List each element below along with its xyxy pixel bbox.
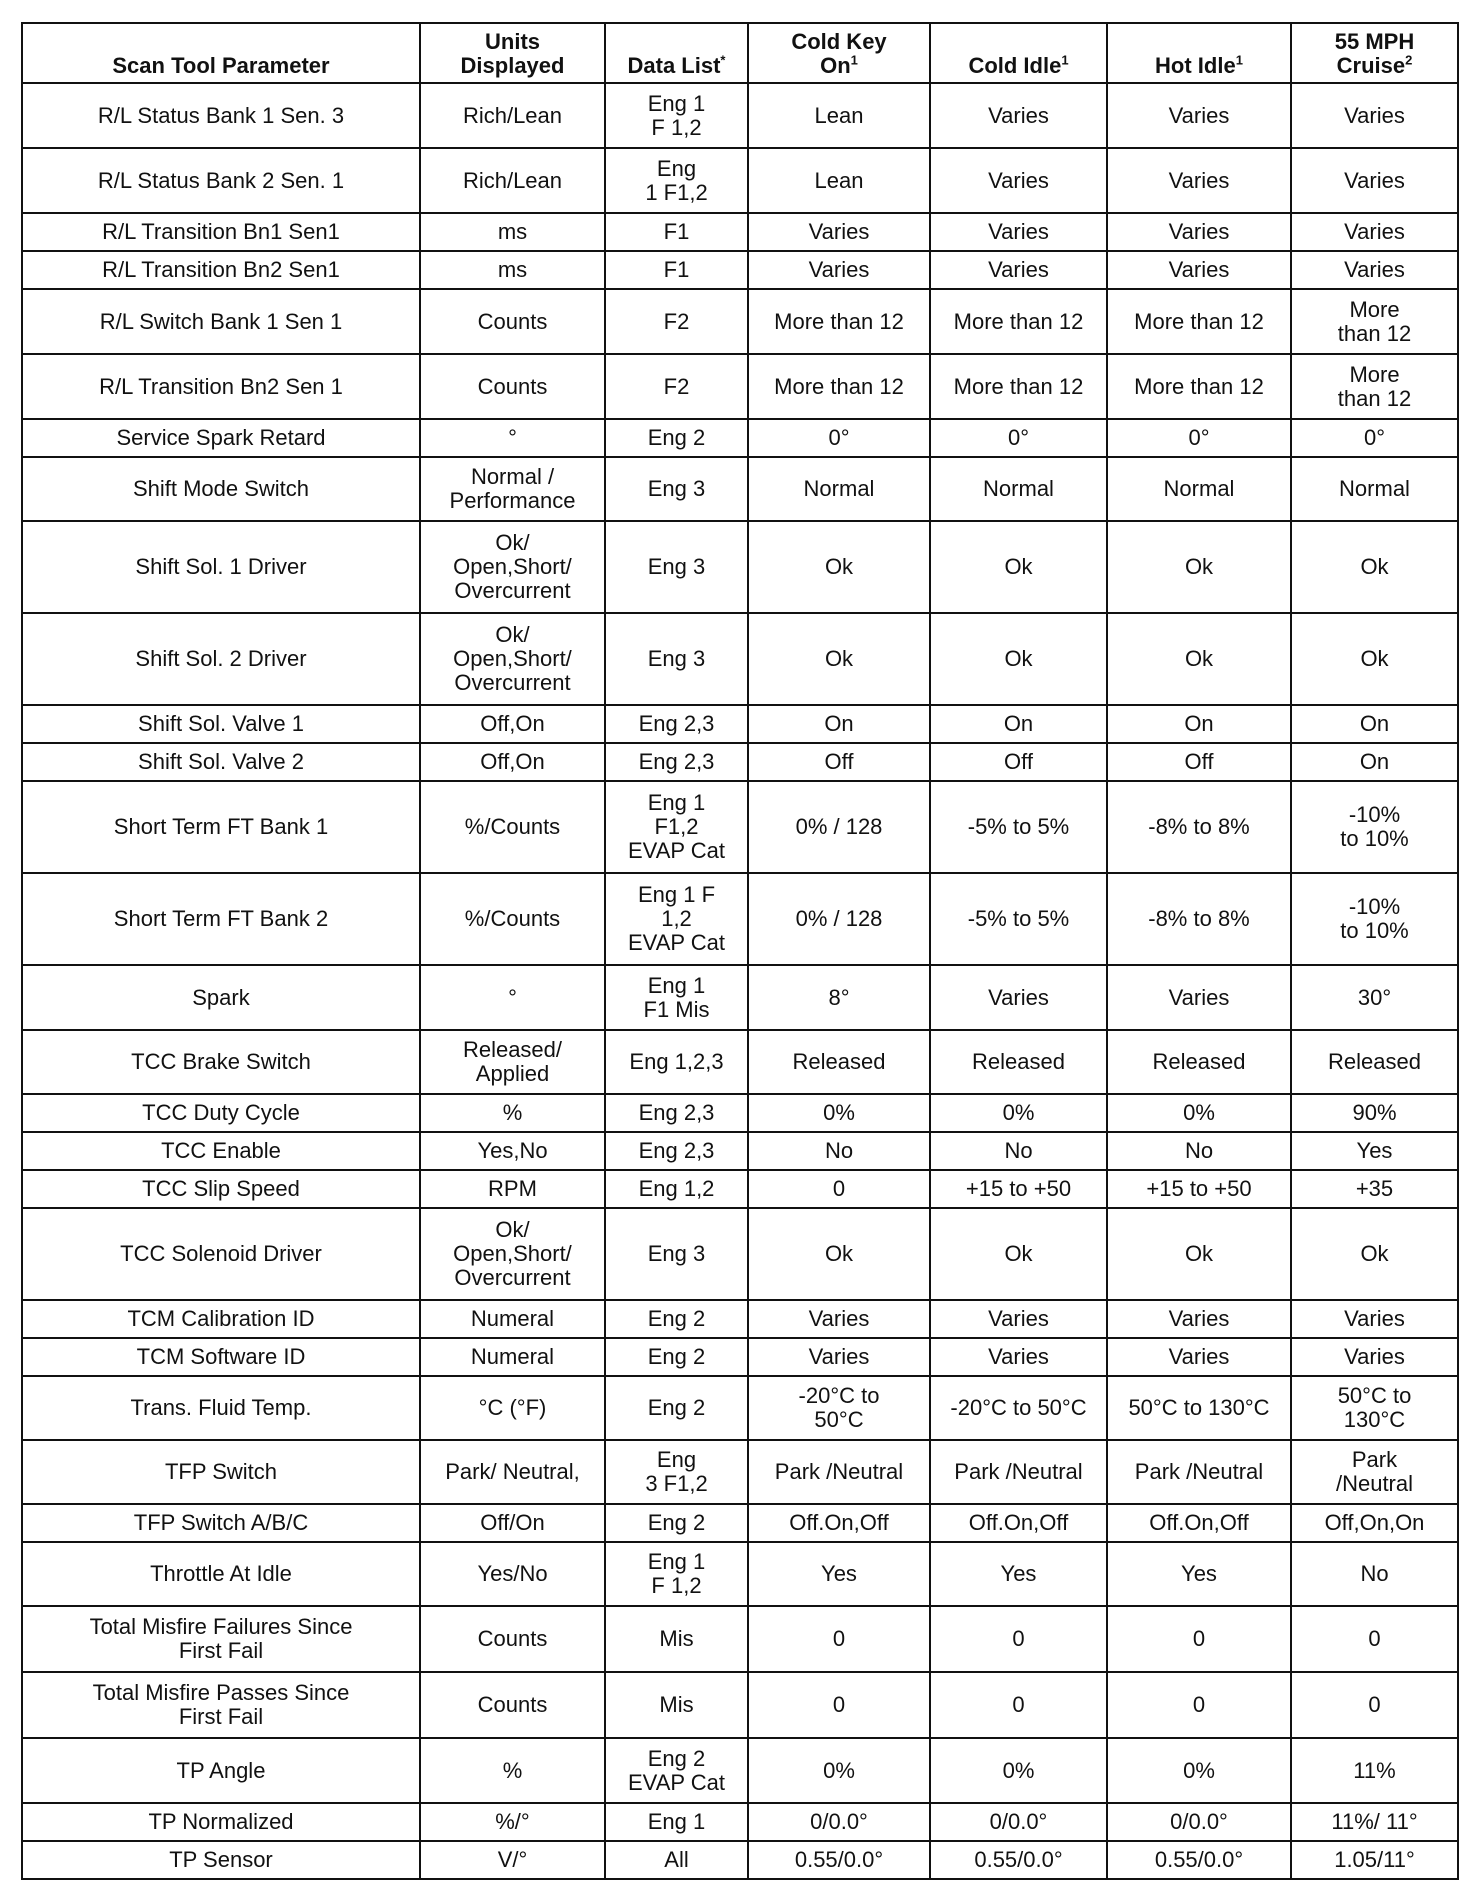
units-cell: %/Counts — [420, 873, 605, 965]
units-cell: RPM — [420, 1170, 605, 1208]
cold-idle-cell: Off — [930, 743, 1107, 781]
cold-key-on-cell: 0/0.0° — [748, 1803, 930, 1841]
cold-key-on-cell: More than 12 — [748, 289, 930, 354]
data-list-cell: Eng 3 — [605, 1208, 748, 1300]
hot-idle-cell: Varies — [1107, 1338, 1291, 1376]
parameter-cell: TCC Slip Speed — [22, 1170, 420, 1208]
data-list-cell: F2 — [605, 354, 748, 419]
cold-key-on-cell: 0° — [748, 419, 930, 457]
cold-idle-cell: More than 12 — [930, 289, 1107, 354]
units-cell: ° — [420, 965, 605, 1030]
data-list-cell: Eng 1 — [605, 1803, 748, 1841]
cold-idle-cell: Ok — [930, 613, 1107, 705]
cold-idle-cell: 0 — [930, 1606, 1107, 1672]
table-row — [22, 1030, 1458, 1094]
table-row — [22, 148, 1458, 213]
data-list-cell: F1 — [605, 251, 748, 289]
cruise-cell: Normal — [1291, 457, 1458, 521]
units-cell: % — [420, 1094, 605, 1132]
units-cell: Yes/No — [420, 1542, 605, 1606]
cold-idle-cell: 0/0.0° — [930, 1803, 1107, 1841]
cold-idle-cell: More than 12 — [930, 354, 1107, 419]
table-row — [22, 251, 1458, 289]
cruise-cell: Ok — [1291, 613, 1458, 705]
units-cell: Released/ Applied — [420, 1030, 605, 1094]
data-list-cell: Eng 1 F1 Mis — [605, 965, 748, 1030]
parameter-cell: TCC Brake Switch — [22, 1030, 420, 1094]
header-55-mph-cruise-label: 55 MPH Cruise — [1334, 29, 1415, 78]
units-cell: % — [420, 1738, 605, 1803]
hot-idle-cell: 0% — [1107, 1094, 1291, 1132]
cold-key-on-cell: -20°C to 50°C — [748, 1376, 930, 1440]
data-list-cell: All — [605, 1841, 748, 1879]
cruise-cell: On — [1291, 743, 1458, 781]
units-cell: Yes,No — [420, 1132, 605, 1170]
header-cold-idle-label: Cold Idle — [968, 53, 1062, 78]
data-list-cell: Eng 2 — [605, 419, 748, 457]
data-list-cell: Eng 1 F 1,2 — [605, 83, 748, 148]
hot-idle-cell: Normal — [1107, 457, 1291, 521]
table-row — [22, 1132, 1458, 1170]
cold-key-on-cell: 0% — [748, 1094, 930, 1132]
table-row — [22, 1504, 1458, 1542]
units-cell: Park/ Neutral, — [420, 1440, 605, 1504]
table-row — [22, 1208, 1458, 1300]
table-row — [22, 613, 1458, 705]
table-row — [22, 781, 1458, 873]
parameter-cell: Service Spark Retard — [22, 419, 420, 457]
parameter-cell: Shift Sol. 1 Driver — [22, 521, 420, 613]
parameter-cell: TCC Enable — [22, 1132, 420, 1170]
cruise-cell: Released — [1291, 1030, 1458, 1094]
cold-key-on-cell: On — [748, 705, 930, 743]
cold-idle-cell: Off.On,Off — [930, 1504, 1107, 1542]
parameter-cell: Total Misfire Failures Since First Fail — [22, 1606, 420, 1672]
scan-tool-data-table — [21, 22, 1459, 1880]
cruise-cell: 1.05/11° — [1291, 1841, 1458, 1879]
cold-idle-cell: 0% — [930, 1738, 1107, 1803]
table-row — [22, 213, 1458, 251]
cruise-cell: 0° — [1291, 419, 1458, 457]
cruise-cell: Ok — [1291, 521, 1458, 613]
cruise-cell: Yes — [1291, 1132, 1458, 1170]
cold-key-on-cell: Lean — [748, 83, 930, 148]
header-cold-key-on — [748, 23, 930, 83]
cold-idle-cell: 0.55/0.0° — [930, 1841, 1107, 1879]
cruise-cell: Varies — [1291, 1338, 1458, 1376]
cold-key-on-cell: Yes — [748, 1542, 930, 1606]
cold-idle-cell: Normal — [930, 457, 1107, 521]
hot-idle-cell: 0% — [1107, 1738, 1291, 1803]
data-list-cell: Eng 2,3 — [605, 705, 748, 743]
table-row — [22, 873, 1458, 965]
table-row — [22, 965, 1458, 1030]
units-cell: Ok/ Open,Short/ Overcurrent — [420, 1208, 605, 1300]
cold-idle-cell: Varies — [930, 148, 1107, 213]
hot-idle-cell: On — [1107, 705, 1291, 743]
cold-key-on-cell: Varies — [748, 1338, 930, 1376]
cold-key-on-cell: Ok — [748, 1208, 930, 1300]
footnote-marker: 1 — [850, 52, 858, 68]
cruise-cell: 50°C to 130°C — [1291, 1376, 1458, 1440]
cold-idle-cell: Varies — [930, 213, 1107, 251]
parameter-cell: TCM Calibration ID — [22, 1300, 420, 1338]
hot-idle-cell: Varies — [1107, 965, 1291, 1030]
cold-idle-cell: Yes — [930, 1542, 1107, 1606]
parameter-cell: Shift Mode Switch — [22, 457, 420, 521]
cruise-cell: 30° — [1291, 965, 1458, 1030]
cold-idle-cell: On — [930, 705, 1107, 743]
units-cell: Ok/ Open,Short/ Overcurrent — [420, 521, 605, 613]
parameter-cell: TP Normalized — [22, 1803, 420, 1841]
cold-key-on-cell: 8° — [748, 965, 930, 1030]
table-row — [22, 1803, 1458, 1841]
header-data-list-label: Data List — [627, 53, 721, 78]
hot-idle-cell: Varies — [1107, 1300, 1291, 1338]
parameter-cell: R/L Transition Bn1 Sen1 — [22, 213, 420, 251]
hot-idle-cell: -8% to 8% — [1107, 873, 1291, 965]
hot-idle-cell: Released — [1107, 1030, 1291, 1094]
parameter-cell: Shift Sol. Valve 2 — [22, 743, 420, 781]
header-cold-key-on-label: Cold Key On — [791, 29, 887, 78]
cold-idle-cell: Released — [930, 1030, 1107, 1094]
table-row — [22, 354, 1458, 419]
data-list-cell: Eng 2 — [605, 1300, 748, 1338]
data-list-cell: Eng 1 F 1,2 EVAP Cat — [605, 873, 748, 965]
units-cell: Counts — [420, 289, 605, 354]
cold-key-on-cell: Varies — [748, 213, 930, 251]
hot-idle-cell: No — [1107, 1132, 1291, 1170]
data-list-cell: Eng 2 EVAP Cat — [605, 1738, 748, 1803]
parameter-cell: Short Term FT Bank 1 — [22, 781, 420, 873]
parameter-cell: TCM Software ID — [22, 1338, 420, 1376]
data-list-cell: Eng 3 — [605, 457, 748, 521]
units-cell: %/Counts — [420, 781, 605, 873]
data-list-cell: Eng 1 F 1,2 — [605, 1542, 748, 1606]
units-cell: °C (°F) — [420, 1376, 605, 1440]
table-body — [22, 83, 1458, 1879]
data-list-cell: Eng 1,2 — [605, 1170, 748, 1208]
table-row — [22, 419, 1458, 457]
table-row — [22, 1338, 1458, 1376]
units-cell: ms — [420, 213, 605, 251]
header-hot-idle-label: Hot Idle — [1155, 53, 1236, 78]
cold-key-on-cell: 0.55/0.0° — [748, 1841, 930, 1879]
header-55-mph-cruise — [1291, 23, 1458, 83]
data-list-cell: Eng 3 — [605, 521, 748, 613]
parameter-cell: TP Sensor — [22, 1841, 420, 1879]
data-list-cell: Eng 3 F1,2 — [605, 1440, 748, 1504]
parameter-cell: R/L Status Bank 2 Sen. 1 — [22, 148, 420, 213]
units-cell: Rich/Lean — [420, 148, 605, 213]
parameter-cell: TCC Duty Cycle — [22, 1094, 420, 1132]
table-row — [22, 1606, 1458, 1672]
hot-idle-cell: +15 to +50 — [1107, 1170, 1291, 1208]
cruise-cell: Off,On,On — [1291, 1504, 1458, 1542]
units-cell: %/° — [420, 1803, 605, 1841]
table-row — [22, 1738, 1458, 1803]
parameter-cell: TCC Solenoid Driver — [22, 1208, 420, 1300]
cold-key-on-cell: Released — [748, 1030, 930, 1094]
table-row — [22, 1841, 1458, 1879]
hot-idle-cell: 0/0.0° — [1107, 1803, 1291, 1841]
hot-idle-cell: Ok — [1107, 613, 1291, 705]
cruise-cell: -10% to 10% — [1291, 873, 1458, 965]
parameter-cell: R/L Status Bank 1 Sen. 3 — [22, 83, 420, 148]
data-list-cell: Eng 2,3 — [605, 1094, 748, 1132]
data-list-cell: Eng 2 — [605, 1504, 748, 1542]
table-row — [22, 1170, 1458, 1208]
hot-idle-cell: More than 12 — [1107, 354, 1291, 419]
cold-idle-cell: -5% to 5% — [930, 781, 1107, 873]
parameter-cell: Total Misfire Passes Since First Fail — [22, 1672, 420, 1738]
header-data-list — [605, 23, 748, 83]
cold-idle-cell: Park /Neutral — [930, 1440, 1107, 1504]
footnote-marker: 1 — [1061, 52, 1069, 68]
units-cell: ms — [420, 251, 605, 289]
units-cell: V/° — [420, 1841, 605, 1879]
header-row — [22, 23, 1458, 83]
hot-idle-cell: 0 — [1107, 1606, 1291, 1672]
cruise-cell: Varies — [1291, 213, 1458, 251]
cruise-cell: Varies — [1291, 1300, 1458, 1338]
cold-key-on-cell: 0% — [748, 1738, 930, 1803]
table-row — [22, 1672, 1458, 1738]
cold-key-on-cell: 0 — [748, 1672, 930, 1738]
cold-idle-cell: Varies — [930, 1300, 1107, 1338]
parameter-cell: Short Term FT Bank 2 — [22, 873, 420, 965]
units-cell: Rich/Lean — [420, 83, 605, 148]
hot-idle-cell: Ok — [1107, 521, 1291, 613]
header-units-displayed-label: Units Displayed — [460, 29, 565, 78]
cruise-cell: More than 12 — [1291, 354, 1458, 419]
table-row — [22, 83, 1458, 148]
cold-idle-cell: Varies — [930, 83, 1107, 148]
cruise-cell: 90% — [1291, 1094, 1458, 1132]
table-header — [22, 23, 1458, 83]
cold-key-on-cell: Varies — [748, 1300, 930, 1338]
hot-idle-cell: 0 — [1107, 1672, 1291, 1738]
table-row — [22, 457, 1458, 521]
header-scan-tool-parameter-label: Scan Tool Parameter — [112, 53, 330, 78]
cold-idle-cell: Varies — [930, 965, 1107, 1030]
table-row — [22, 1440, 1458, 1504]
parameter-cell: R/L Transition Bn2 Sen1 — [22, 251, 420, 289]
cold-key-on-cell: Park /Neutral — [748, 1440, 930, 1504]
table-row — [22, 1376, 1458, 1440]
units-cell: Numeral — [420, 1300, 605, 1338]
parameter-cell: Spark — [22, 965, 420, 1030]
cold-key-on-cell: Normal — [748, 457, 930, 521]
hot-idle-cell: Varies — [1107, 83, 1291, 148]
hot-idle-cell: Varies — [1107, 251, 1291, 289]
parameter-cell: R/L Transition Bn2 Sen 1 — [22, 354, 420, 419]
units-cell: ° — [420, 419, 605, 457]
cruise-cell: Ok — [1291, 1208, 1458, 1300]
cold-idle-cell: No — [930, 1132, 1107, 1170]
cold-idle-cell: +15 to +50 — [930, 1170, 1107, 1208]
table-row — [22, 705, 1458, 743]
table-row — [22, 1300, 1458, 1338]
units-cell: Off,On — [420, 743, 605, 781]
hot-idle-cell: Off — [1107, 743, 1291, 781]
table-row — [22, 1542, 1458, 1606]
cold-key-on-cell: 0 — [748, 1606, 930, 1672]
cold-key-on-cell: 0 — [748, 1170, 930, 1208]
units-cell: Numeral — [420, 1338, 605, 1376]
data-list-cell: Eng 2 — [605, 1376, 748, 1440]
cruise-cell: On — [1291, 705, 1458, 743]
parameter-cell: Shift Sol. 2 Driver — [22, 613, 420, 705]
table-row — [22, 743, 1458, 781]
cold-key-on-cell: 0% / 128 — [748, 873, 930, 965]
units-cell: Counts — [420, 1672, 605, 1738]
cold-key-on-cell: 0% / 128 — [748, 781, 930, 873]
header-cold-idle — [930, 23, 1107, 83]
parameter-cell: TP Angle — [22, 1738, 420, 1803]
hot-idle-cell: 0° — [1107, 419, 1291, 457]
cold-key-on-cell: Ok — [748, 521, 930, 613]
cold-idle-cell: -5% to 5% — [930, 873, 1107, 965]
cruise-cell: Varies — [1291, 251, 1458, 289]
data-list-cell: Eng 1,2,3 — [605, 1030, 748, 1094]
cruise-cell: 11%/ 11° — [1291, 1803, 1458, 1841]
data-list-cell: F1 — [605, 213, 748, 251]
cold-key-on-cell: Off.On,Off — [748, 1504, 930, 1542]
units-cell: Counts — [420, 1606, 605, 1672]
header-scan-tool-parameter — [22, 23, 420, 83]
parameter-cell: R/L Switch Bank 1 Sen 1 — [22, 289, 420, 354]
data-list-cell: F2 — [605, 289, 748, 354]
cold-idle-cell: Varies — [930, 1338, 1107, 1376]
cruise-cell: Park /Neutral — [1291, 1440, 1458, 1504]
units-cell: Ok/ Open,Short/ Overcurrent — [420, 613, 605, 705]
units-cell: Off/On — [420, 1504, 605, 1542]
cold-idle-cell: 0 — [930, 1672, 1107, 1738]
hot-idle-cell: Yes — [1107, 1542, 1291, 1606]
hot-idle-cell: 0.55/0.0° — [1107, 1841, 1291, 1879]
header-hot-idle — [1107, 23, 1291, 83]
data-list-cell: Eng 1 F1,2 — [605, 148, 748, 213]
hot-idle-cell: Varies — [1107, 213, 1291, 251]
cold-key-on-cell: Varies — [748, 251, 930, 289]
cold-key-on-cell: Lean — [748, 148, 930, 213]
units-cell: Normal / Performance — [420, 457, 605, 521]
cold-idle-cell: -20°C to 50°C — [930, 1376, 1107, 1440]
cruise-cell: 0 — [1291, 1606, 1458, 1672]
data-list-cell: Eng 2 — [605, 1338, 748, 1376]
cruise-cell: +35 — [1291, 1170, 1458, 1208]
cold-idle-cell: 0% — [930, 1094, 1107, 1132]
hot-idle-cell: -8% to 8% — [1107, 781, 1291, 873]
hot-idle-cell: Varies — [1107, 148, 1291, 213]
data-list-cell: Eng 2,3 — [605, 1132, 748, 1170]
header-units-displayed — [420, 23, 605, 83]
table-row — [22, 1094, 1458, 1132]
cold-idle-cell: Ok — [930, 1208, 1107, 1300]
cold-key-on-cell: No — [748, 1132, 930, 1170]
table-row — [22, 521, 1458, 613]
cruise-cell: 0 — [1291, 1672, 1458, 1738]
cruise-cell: 11% — [1291, 1738, 1458, 1803]
footnote-marker: 2 — [1405, 52, 1413, 68]
parameter-cell: TFP Switch A/B/C — [22, 1504, 420, 1542]
footnote-marker: * — [720, 52, 726, 68]
parameter-cell: Trans. Fluid Temp. — [22, 1376, 420, 1440]
cruise-cell: -10% to 10% — [1291, 781, 1458, 873]
cruise-cell: More than 12 — [1291, 289, 1458, 354]
cold-key-on-cell: Ok — [748, 613, 930, 705]
parameter-cell: TFP Switch — [22, 1440, 420, 1504]
hot-idle-cell: Park /Neutral — [1107, 1440, 1291, 1504]
cold-idle-cell: Ok — [930, 521, 1107, 613]
data-list-cell: Eng 3 — [605, 613, 748, 705]
hot-idle-cell: 50°C to 130°C — [1107, 1376, 1291, 1440]
cold-key-on-cell: Off — [748, 743, 930, 781]
units-cell: Off,On — [420, 705, 605, 743]
table-row — [22, 289, 1458, 354]
footnote-marker: 1 — [1235, 52, 1243, 68]
cold-idle-cell: Varies — [930, 251, 1107, 289]
cruise-cell: Varies — [1291, 83, 1458, 148]
cruise-cell: No — [1291, 1542, 1458, 1606]
hot-idle-cell: Off.On,Off — [1107, 1504, 1291, 1542]
cruise-cell: Varies — [1291, 148, 1458, 213]
data-list-cell: Mis — [605, 1672, 748, 1738]
cold-idle-cell: 0° — [930, 419, 1107, 457]
parameter-cell: Shift Sol. Valve 1 — [22, 705, 420, 743]
hot-idle-cell: Ok — [1107, 1208, 1291, 1300]
cold-key-on-cell: More than 12 — [748, 354, 930, 419]
data-list-cell: Eng 1 F1,2 EVAP Cat — [605, 781, 748, 873]
hot-idle-cell: More than 12 — [1107, 289, 1291, 354]
units-cell: Counts — [420, 354, 605, 419]
data-list-cell: Mis — [605, 1606, 748, 1672]
data-list-cell: Eng 2,3 — [605, 743, 748, 781]
parameter-cell: Throttle At Idle — [22, 1542, 420, 1606]
